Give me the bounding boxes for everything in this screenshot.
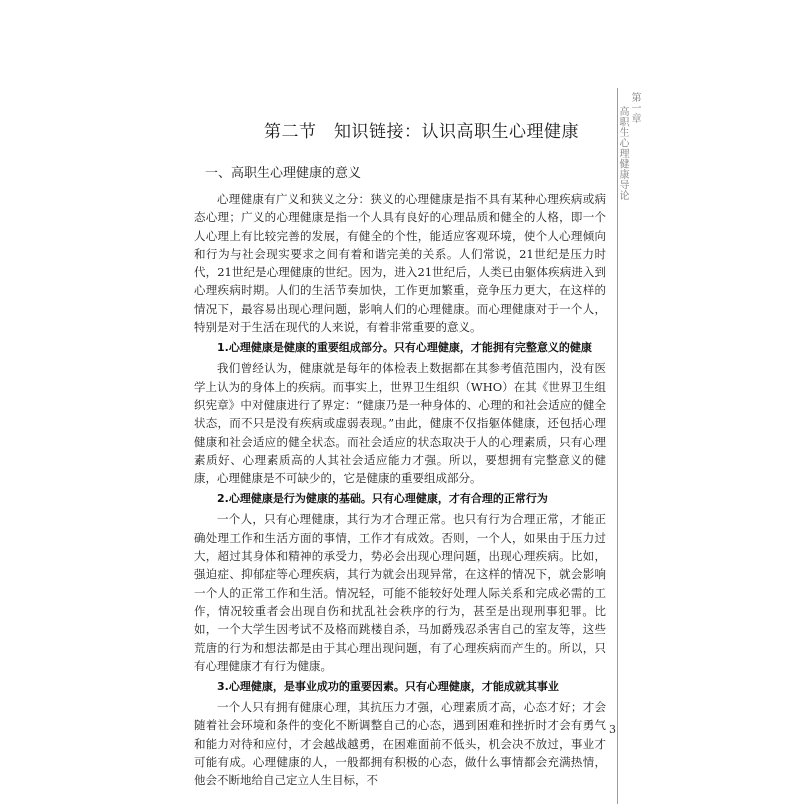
body-text — [194, 190, 606, 790]
point-1-heading: 1.心理健康是健康的重要组成部分。只有心理健康，才能拥有完整意义的健康 — [217, 341, 592, 355]
page-number: 3 — [609, 723, 616, 736]
point-1-paragraph: 我们曾经认为，健康就是每年的体检表上数据都在其参考值范围内，没有医学上认为的身体上的疾病。而事实上，世界卫生组织（WHO）在其《世界卫生组织宪章》中对健康进行了界定：“健康乃是一种身体的、心理的和社会适应的健全状态，而不只是没有疾病或虚弱表现。”由此，健康不仅指躯体健康，还包括心理健康和社会适应的健全状态。而社会适应的状态取决于人的心理素质，只有心理素质好、心理素质高的人其社会适应能力才强。所以，要想拥有完整意义的健康，心理健康是不可缺少的，它是健康的重要组成部分。 — [194, 361, 606, 486]
side-tab-title: 高职生心理健康导论 — [617, 106, 628, 201]
section-title: 第二节 知识链接：认识高职生心理健康 — [264, 122, 579, 142]
point-3-paragraph: 一个人只有拥有健康心理，其抗压力才强，心理素质才高，心态才好；才会随着社会环境和条件的变化不断调整自己的心态，遇到困难和挫折时才会有勇气和能力对待和应付，才会越战越勇，在困难面前不低头，机会决不放过，事业才可能有成。心理健康的人，一般都拥有积极的心态，做什么事情都会充满热情，他会不断地给自己定立人生目标，不 — [194, 700, 606, 788]
chapter-side-tab — [617, 92, 640, 201]
point-2-paragraph: 一个人，只有心理健康，其行为才合理正常。也只有行为合理正常，才能正确处理工作和生活方面的事情，工作才有成效。否则，一个人，如果由于压力过大，超过其身体和精神的承受力，势必会出现心理问题，出现心理疾病。比如，强迫症、抑郁症等心理疾病，其行为就会出现异常，在这样的情况下，就会影响一个人的正常工作和生活。情况轻，可能不能较好处理人际关系和完成必需的工作，情况较重者会出现自伤和扰乱社会秩序的行为，甚至是出现刑事犯罪。比如，一个大学生因考试不及格而跳楼自杀，马加爵残忍杀害自己的室友等，这些荒唐的行为和想法都是由于其心理出现问题，有了心理疾病而产生的。所以，只有心理健康才有行为健康。 — [194, 512, 606, 673]
point-2-heading: 2.心理健康是行为健康的基础。只有心理健康，才有合理的正常行为 — [217, 492, 548, 506]
point-3-heading: 3.心理健康，是事业成功的重要因素。只有心理健康，才能成就其事业 — [217, 680, 559, 694]
intro-paragraph: 心理健康有广义和狭义之分：狭义的心理健康是指不具有某种心理疾病或病态心理；广义的心理健康是指一个人具有良好的心理品质和健全的人格，即一个人心理上有比较完善的发展，有健全的个性，能适应客观环境，使个人心理倾向和行为与社会现实要求之间有着和谐完美的关系。人们常说，21世纪是压力时代，21世纪是心理健康的世纪。因为，进入21世纪后，人类已由躯体疾病进入到心理疾病时期。人们的生活节奏加快，工作更加繁重，竞争压力更大，在这样的情况下，最容易出现心理问题，影响人们的心理健康。而心理健康对于一个人，特别是对于生活在现代的人来说，有着非常重要的意义。 — [194, 192, 606, 335]
side-tab-chapter: 第一章 — [629, 92, 640, 124]
subsection-heading: 一、高职生心理健康的意义 — [205, 166, 362, 181]
